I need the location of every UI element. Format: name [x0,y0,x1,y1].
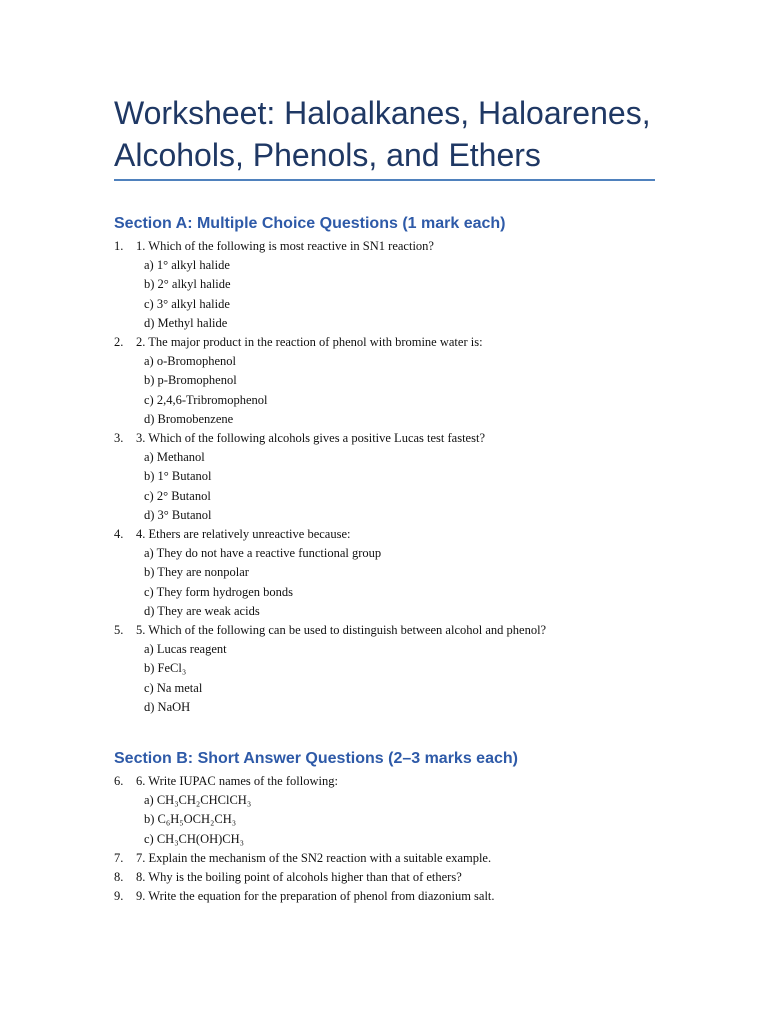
answer-option: a) They do not have a reactive functional group [144,546,382,561]
question-text: 4. Ethers are relatively unreactive because: [136,527,351,542]
section-a-heading: Section A: Multiple Choice Questions (1 mark each) [114,215,506,232]
question-item [114,621,714,717]
answer-option: b) 2° alkyl halide [144,277,231,292]
section-b-heading: Section B: Short Answer Questions (2–3 marks each) [114,750,518,767]
answer-option: b) FeCl₃ [144,661,187,676]
answer-option: b) C₆H₅OCH₂CH₃ [144,812,237,827]
answer-option: a) CH₃CH₂CHClCH₃ [144,793,252,808]
question-text: 2. The major product in the reaction of phenol with bromine water is: [136,335,483,350]
question-item [114,868,714,887]
question-number: 2. [114,335,124,350]
question-number: 7. [114,850,124,865]
answer-option: a) Lucas reagent [144,642,227,657]
question-text: 9. Write the equation for the preparation of phenol from diazonium salt. [136,889,495,904]
question-number: 1. [114,239,124,253]
answer-option: d) 3° Butanol [144,507,212,522]
answer-option: a) Methanol [144,450,205,465]
question-text: 6. Write IUPAC names of the following: [136,774,338,788]
question-item [114,525,714,621]
answer-option: c) CH₃CH(OH)CH₃ [144,831,245,846]
question-text: 8. Why is the boiling point of alcohols higher than that of ethers? [136,870,462,885]
answer-option: a) 1° alkyl halide [144,258,230,273]
question-number: 5. [114,623,124,638]
answer-option: c) They form hydrogen bonds [144,584,294,599]
section-b-question-list [114,772,714,906]
answer-option: c) Na metal [144,680,203,695]
question-text: 5. Which of the following can be used to distinguish between alcohol and phenol? [136,623,547,638]
answer-option: b) They are nonpolar [144,565,249,580]
question-number: 3. [114,431,124,446]
question-text: 3. Which of the following alcohols gives a positive Lucas test fastest? [136,431,485,446]
question-item [114,887,714,906]
question-item [114,429,714,525]
section-a-question-list [114,237,714,717]
question-item [114,849,714,868]
page-title: Worksheet: Haloalkanes, Haloarenes, Alcohols, Phenols, and Ethers [114,95,651,173]
answer-option: b) 1° Butanol [144,469,212,484]
answer-option: c) 3° alkyl halide [144,296,230,311]
question-number: 4. [114,527,124,542]
question-number: 9. [114,889,124,904]
question-item [114,333,714,429]
title-divider [114,179,655,181]
answer-option: a) o-Bromophenol [144,354,236,369]
answer-option: b) p-Bromophenol [144,373,237,388]
answer-option: c) 2° Butanol [144,488,211,503]
answer-option: c) 2,4,6-Tribromophenol [144,392,268,407]
answer-option: d) NaOH [144,699,191,714]
answer-option: d) Methyl halide [144,315,228,330]
answer-option: d) They are weak acids [144,603,260,618]
question-item [114,237,714,333]
answer-option: d) Bromobenzene [144,411,234,426]
question-number: 6. [114,774,124,788]
question-text: 7. Explain the mechanism of the SN2 reaction with a suitable example. [136,850,492,865]
question-number: 8. [114,870,124,885]
question-text: 1. Which of the following is most reactive in SN1 reaction? [136,239,434,253]
question-item [114,772,714,849]
